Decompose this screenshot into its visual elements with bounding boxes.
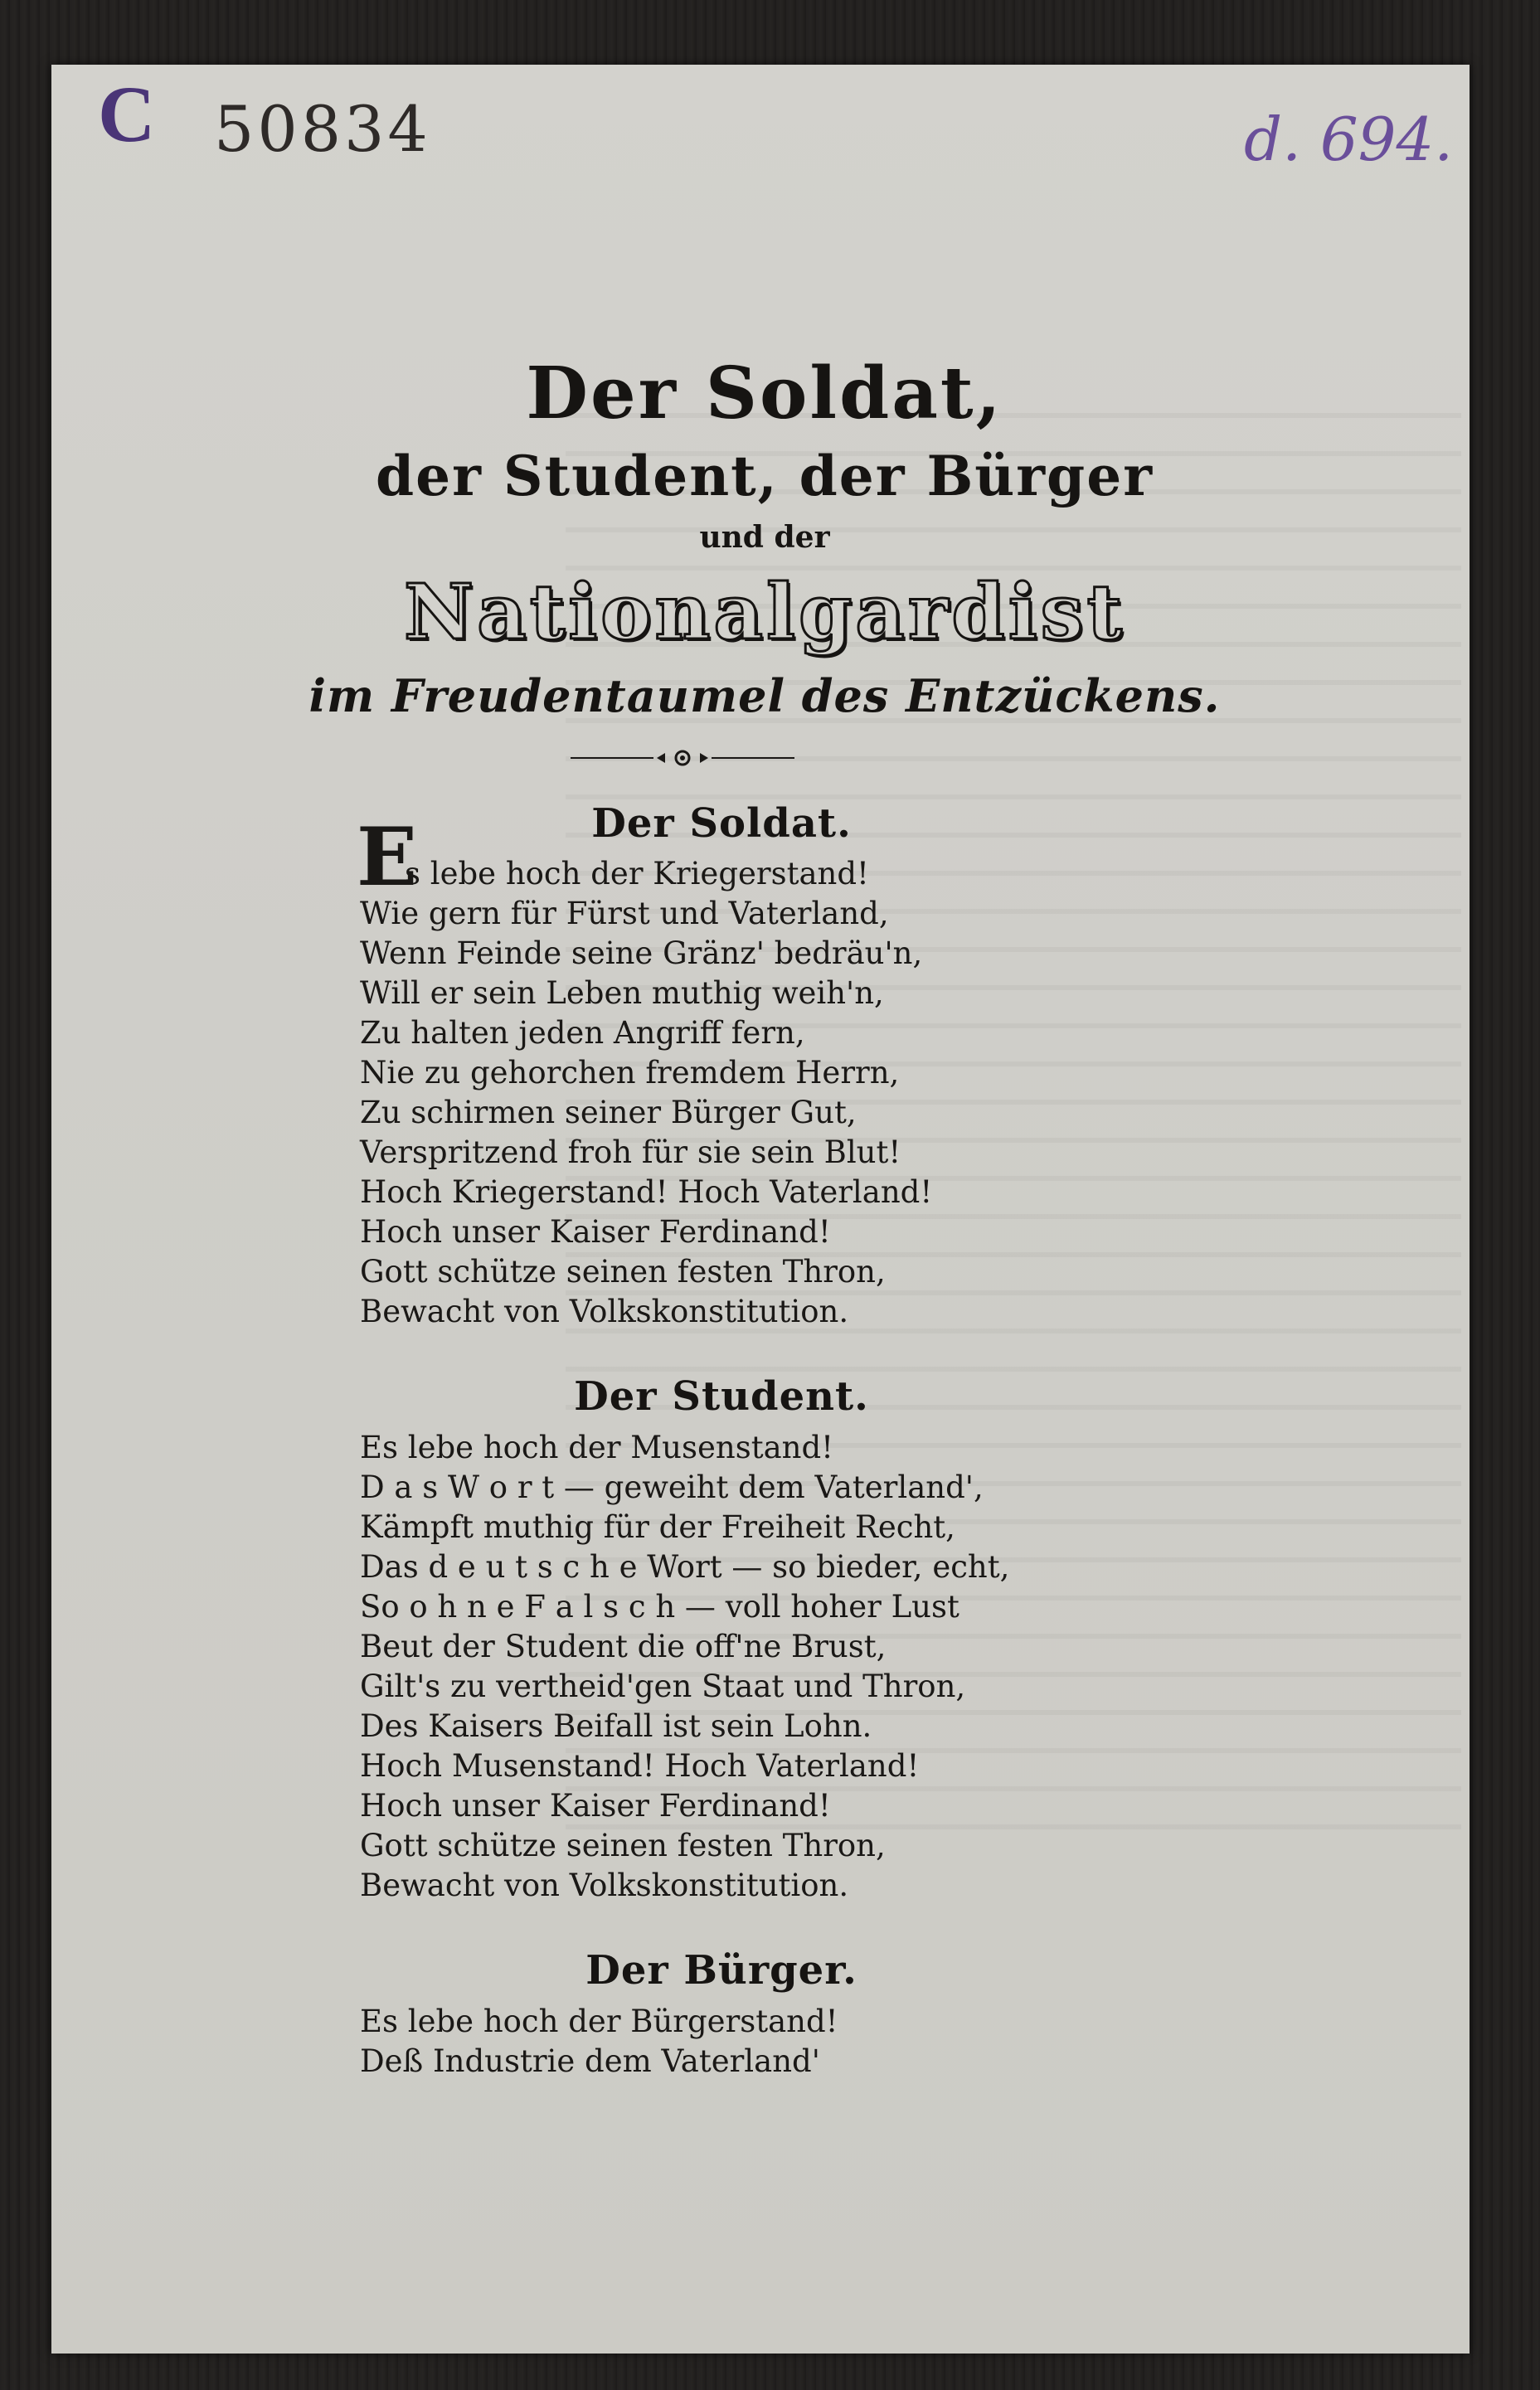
verse-line: Hoch Kriegerstand! Hoch Vaterland!: [360, 1174, 933, 1210]
ornament-divider: [571, 748, 794, 768]
collection-stamp: C: [98, 70, 156, 158]
verse-line: Gilt's zu vertheid'gen Staat und Thron,: [360, 1669, 966, 1704]
verse-line: Gott schütze seinen festen Thron,: [360, 1828, 886, 1863]
verse-line: Hoch Musenstand! Hoch Vaterland!: [360, 1748, 920, 1784]
verse-line: Will er sein Leben muthig weih'n,: [360, 975, 884, 1011]
verse-line: Verspritzend froh für sie sein Blut!: [360, 1134, 901, 1170]
title-block: [217, 348, 1312, 730]
verse-line: Nie zu gehorchen fremdem Herrn,: [360, 1055, 900, 1091]
section-heading-buerger: Der Bürger.: [585, 1947, 857, 1994]
verse-line: Beut der Student die off'ne Brust,: [360, 1629, 887, 1664]
verse-line: Zu schirmen seiner Bürger Gut,: [360, 1095, 857, 1130]
verse-line: Bewacht von Volkskonstitution.: [360, 1868, 849, 1903]
title-line-4: Nationalgardist: [404, 567, 1125, 657]
title-line-3: und der: [699, 520, 830, 555]
verse-line: Wenn Feinde seine Gränz' bedräu'n,: [360, 935, 923, 971]
verse-line: So o h n e F a l s c h — voll hoher Lust: [360, 1589, 959, 1625]
verse-line: Wie gern für Fürst und Vaterland,: [360, 896, 889, 931]
section-heading-soldat: Der Soldat.: [591, 800, 852, 847]
section-heading-student: Der Student.: [574, 1373, 869, 1420]
stanza-student: [360, 1428, 1272, 1906]
verse-line: Es lebe hoch der Bürgerstand!: [360, 2004, 838, 2039]
title-line-1: Der Soldat,: [526, 352, 1003, 435]
title-line-5: im Freudentaumel des Entzückens.: [308, 669, 1221, 722]
verse-line: Hoch unser Kaiser Ferdinand!: [360, 1788, 831, 1824]
stanza-soldat: [360, 854, 1272, 1332]
verse-line: Bewacht von Volkskonstitution.: [360, 1294, 849, 1329]
drop-cap-initial: E: [357, 810, 418, 904]
verse-line: Es lebe hoch der Musenstand!: [360, 1430, 834, 1465]
verse-line: Kämpft muthig für der Freiheit Recht,: [360, 1509, 955, 1545]
verse-line: D a s W o r t — geweiht dem Vaterland',: [360, 1469, 984, 1505]
verse-line: s lebe hoch der Kriegerstand!: [405, 856, 869, 891]
stanza-buerger: [360, 2002, 1272, 2082]
title-line-2: der Student, der Bürger: [376, 444, 1154, 508]
inventory-number: 50834: [214, 92, 431, 166]
verse-line: Gott schütze seinen festen Thron,: [360, 1254, 886, 1290]
verse-line: Deß Industrie dem Vaterland': [360, 2043, 820, 2079]
handwritten-shelfmark: d. 694.: [1244, 104, 1454, 174]
verse-line: Hoch unser Kaiser Ferdinand!: [360, 1214, 831, 1250]
verse-line: Des Kaisers Beifall ist sein Lohn.: [360, 1708, 872, 1744]
verse-line: Das d e u t s c h e Wort — so bieder, echt,: [360, 1549, 1010, 1585]
verse-line: Zu halten jeden Angriff fern,: [360, 1015, 805, 1051]
